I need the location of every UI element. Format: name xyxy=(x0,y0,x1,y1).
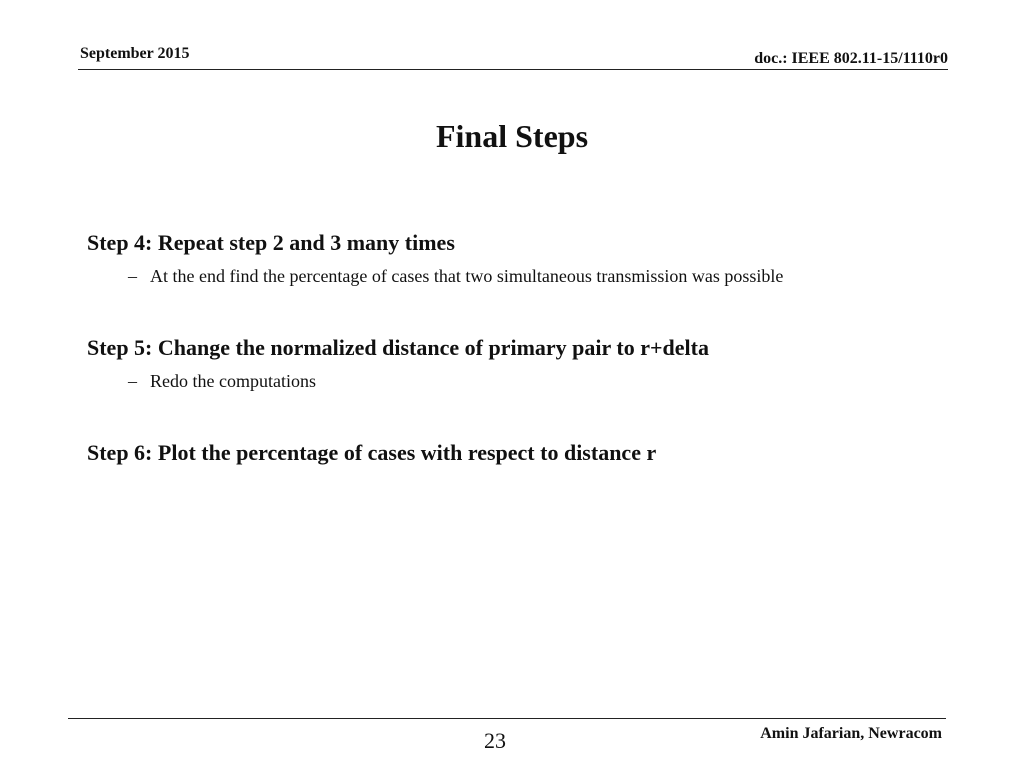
step-4-subitem xyxy=(128,266,783,287)
page-number: 23 xyxy=(484,728,506,753)
step-5-subitem-text: Redo the computations xyxy=(150,371,316,391)
step-5-subitem xyxy=(128,371,316,392)
step-4-subitem-text: At the end find the percentage of cases that two simultaneous transmission was possible xyxy=(150,266,784,286)
step-5-heading: Step 5: Change the normalized distance of primary pair to r+delta xyxy=(87,335,709,360)
header-divider xyxy=(78,69,948,70)
header-date: September 2015 xyxy=(80,45,190,62)
slide-title: Final Steps xyxy=(435,118,589,154)
footer-divider xyxy=(68,718,946,719)
dash-bullet: – xyxy=(128,371,137,391)
step-6-heading: Step 6: Plot the percentage of cases with respect to distance r xyxy=(87,440,657,465)
header-doc-id: doc.: IEEE 802.11-15/1110r0 xyxy=(754,50,948,67)
dash-bullet: – xyxy=(128,266,137,286)
step-4-heading: Step 4: Repeat step 2 and 3 many times xyxy=(87,230,455,255)
footer-author: Amin Jafarian, Newracom xyxy=(760,725,942,742)
